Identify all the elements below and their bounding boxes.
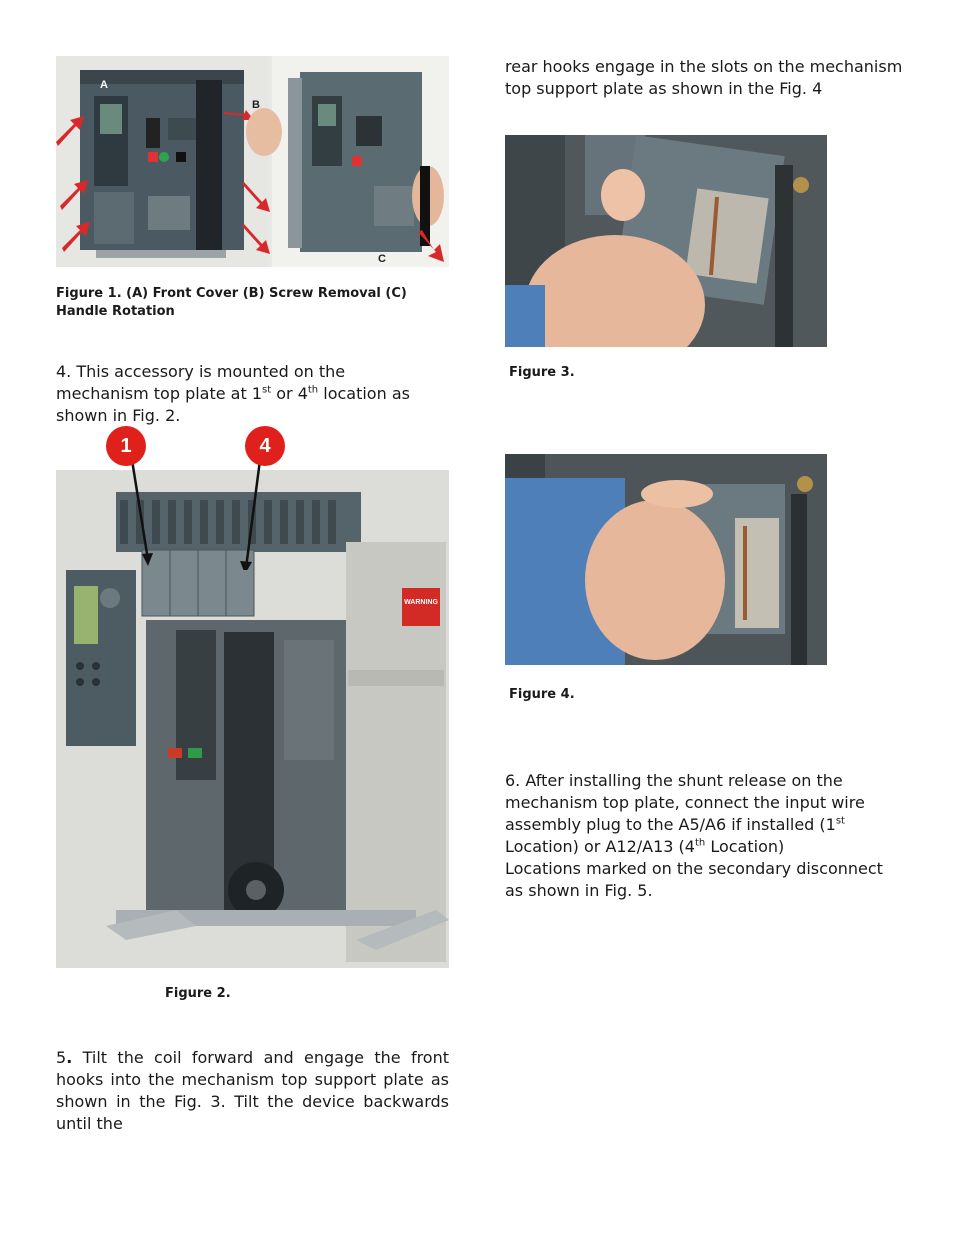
figure-2-caption: Figure 2. [165, 986, 231, 1001]
step-5-number: 5 [56, 1048, 67, 1067]
figure-2-warning-label: WARNING [404, 599, 438, 606]
step-6-text-a: 6. After installing the shunt release on the mechanism top plate, connect the input wire assembly plug to the A5/A6 if installed (1 [505, 771, 865, 834]
step-6-sup-1: st [835, 815, 845, 827]
step-6-paragraph [505, 770, 900, 902]
step-5-continuation: rear hooks engage in the slots on the mechanism top support plate as shown in the Fig. 4 [505, 57, 903, 98]
step-4-text-b: or 4 [271, 384, 308, 403]
step-5-paragraph [56, 1047, 449, 1135]
callout-arrowhead-1 [142, 553, 153, 566]
marker-4-label: 4 [259, 435, 271, 457]
step-4-sup-1: st [262, 384, 272, 396]
step-4-paragraph [56, 361, 438, 427]
step-5-dot: . [66, 1048, 73, 1067]
figure-3-caption: Figure 3. [509, 365, 575, 380]
figure-2-marker-4 [245, 426, 285, 466]
step-6-text-b: Location) or A12/A13 (4 [505, 837, 695, 856]
figure-1-label-b: B [252, 99, 260, 111]
step-5-text: Tilt the coil forward and engage the front hooks into the mechanism top support plate as shown in the Fig. 3. Tilt the device backwards until the [56, 1048, 449, 1133]
callout-line-1 [132, 460, 148, 560]
figure-1-image [56, 56, 449, 267]
callout-line-4 [246, 460, 260, 568]
step-6-sup-2: th [694, 837, 706, 849]
figure-1-label-c: C [378, 253, 386, 265]
callout-arrowhead-4 [240, 561, 252, 570]
step-4-sup-2: th [307, 384, 319, 396]
step-4-text-a: 4. This accessory is mounted on the mechanism top plate at 1 [56, 362, 346, 403]
figure-1-caption: Figure 1. (A) Front Cover (B) Screw Removal (C) Handle Rotation [56, 286, 407, 319]
step-6-text-c: Location) [705, 837, 785, 856]
figure-2-marker-1 [106, 426, 146, 466]
figure-4-image [505, 454, 827, 665]
step-4-text-c: location as shown in Fig. 2. [56, 384, 410, 425]
figure-3-image [505, 135, 827, 347]
step-6-text-d: Locations marked on the secondary disconnect as shown in Fig. 5. [505, 859, 883, 900]
marker-1-label: 1 [120, 435, 132, 457]
figure-1-label-a: A [100, 79, 108, 91]
figure-4-caption: Figure 4. [509, 687, 575, 702]
